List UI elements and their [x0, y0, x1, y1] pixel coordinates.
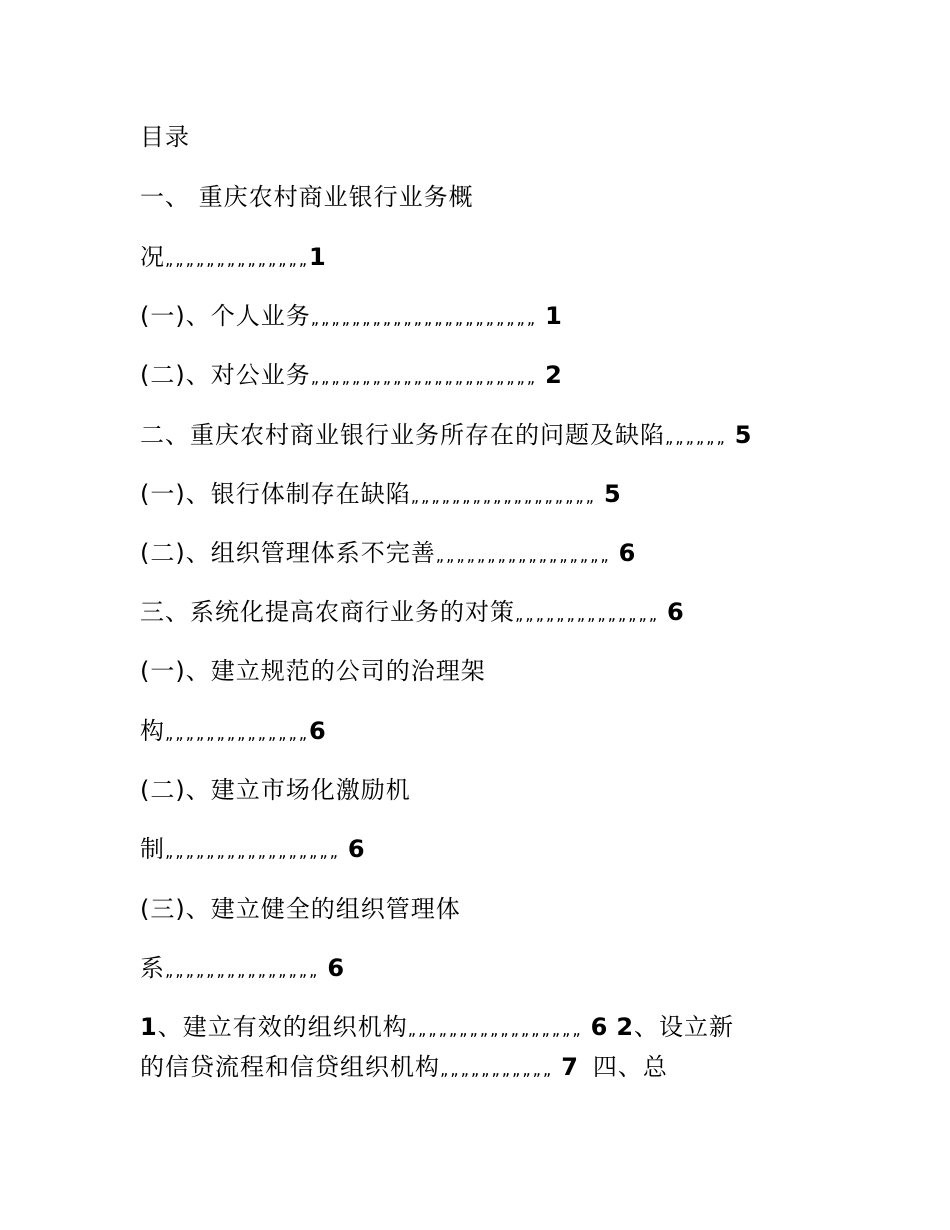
toc-entry-text: 系 — [140, 954, 165, 982]
toc-entry — [140, 538, 810, 571]
toc-leader-dots: „„„„„„„„„„„„„„„„„ — [435, 546, 611, 565]
toc-entry — [140, 656, 810, 686]
toc-entry — [140, 301, 810, 334]
toc-entry — [140, 182, 810, 212]
toc-entry-text: (二)、组织管理体系不完善 — [140, 539, 436, 567]
toc-subitem-number: 1 — [140, 1013, 158, 1041]
toc-leader-dots: „„„„„„„„„„„„„„ — [165, 250, 310, 269]
toc-entry — [140, 953, 810, 986]
toc-entry — [140, 420, 810, 453]
toc-title: 目录 — [140, 123, 190, 151]
toc-page-number: 6 — [347, 835, 366, 863]
toc-entry — [140, 242, 810, 275]
toc-entry — [140, 894, 810, 924]
toc-entry — [140, 360, 810, 393]
toc-leader-dots: „„„„„„„„„„„„„„ — [515, 605, 660, 624]
toc-page-number: 5 — [603, 480, 622, 508]
toc-entry-text: 三、系统化提高农商行业务的对策 — [140, 598, 515, 626]
toc-entry-text: (二)、对公业务 — [140, 361, 311, 389]
toc-leader-dots: „„„„„„„„„„„„„„„„„ — [165, 842, 340, 861]
toc-entry-text: (一)、银行体制存在缺陷 — [140, 480, 411, 508]
toc-page-number: 6 — [667, 598, 685, 626]
toc-entry-text: (二)、建立市场化激励机 — [140, 776, 411, 804]
toc-page-number: 2 — [545, 361, 563, 389]
toc-page-number: 7 — [561, 1053, 579, 1081]
toc-page-number: 6 — [327, 954, 346, 982]
toc-page-number: 6 — [590, 1013, 609, 1041]
toc-leader-dots: „„„„„„„„„„„„„„„„„„ — [410, 487, 596, 506]
toc-entry — [140, 775, 810, 805]
toc-leader-dots: „„„„„„„„„„„„„„„„„„„„„„ — [310, 368, 538, 387]
toc-leader-dots: „„„„„„„„„„„„„„„„„„„„„„ — [310, 309, 538, 328]
toc-entry-text: 、设立新 — [634, 1013, 735, 1041]
toc-page-number: 5 — [734, 421, 753, 449]
toc-entry-text: 、建立有效的组织机构 — [157, 1013, 408, 1041]
toc-leader-dots: „„„„„„„„„„„„„„„„„ — [407, 1020, 583, 1039]
toc-entry-text: 构 — [140, 717, 165, 745]
toc-page-number: 6 — [309, 717, 327, 745]
toc-wrapped-line — [140, 1012, 810, 1045]
toc-entry — [140, 597, 810, 630]
toc-leader-dots: „„„„„„„„„„„ — [440, 1060, 554, 1079]
toc-leader-dots: „„„„„„„„„„„„„„ — [165, 724, 310, 743]
toc-entry-text: 二、重庆农村商业银行业务所存在的问题及缺陷 — [140, 421, 665, 449]
toc-leader-dots: „„„„„„„„„„„„„„„ — [165, 961, 320, 980]
toc-page-number: 1 — [545, 302, 563, 330]
toc-page-number: 6 — [618, 539, 637, 567]
toc-subitem-number: 2 — [616, 1013, 635, 1041]
toc-entry — [140, 834, 810, 867]
toc-entry-text: (一)、建立规范的公司的治理架 — [140, 657, 486, 685]
toc-entry — [140, 479, 810, 512]
toc-entry-text: (三)、建立健全的组织管理体 — [140, 895, 461, 923]
toc-entry-text: 制 — [140, 835, 165, 863]
toc-entry-text: 的信贷流程和信贷组织机构 — [140, 1053, 440, 1081]
toc-entry-text: 四、总 — [592, 1053, 668, 1081]
toc-entry — [140, 716, 810, 749]
toc-entry-text: (一)、个人业务 — [140, 302, 311, 330]
toc-entry-text: 况 — [140, 243, 165, 271]
toc-page-number: 1 — [309, 243, 327, 271]
toc-leader-dots: „„„„„„ — [665, 428, 727, 447]
toc-wrapped-line — [140, 1052, 810, 1085]
toc-entry-text: 一、 重庆农村商业银行业务概 — [140, 183, 474, 211]
